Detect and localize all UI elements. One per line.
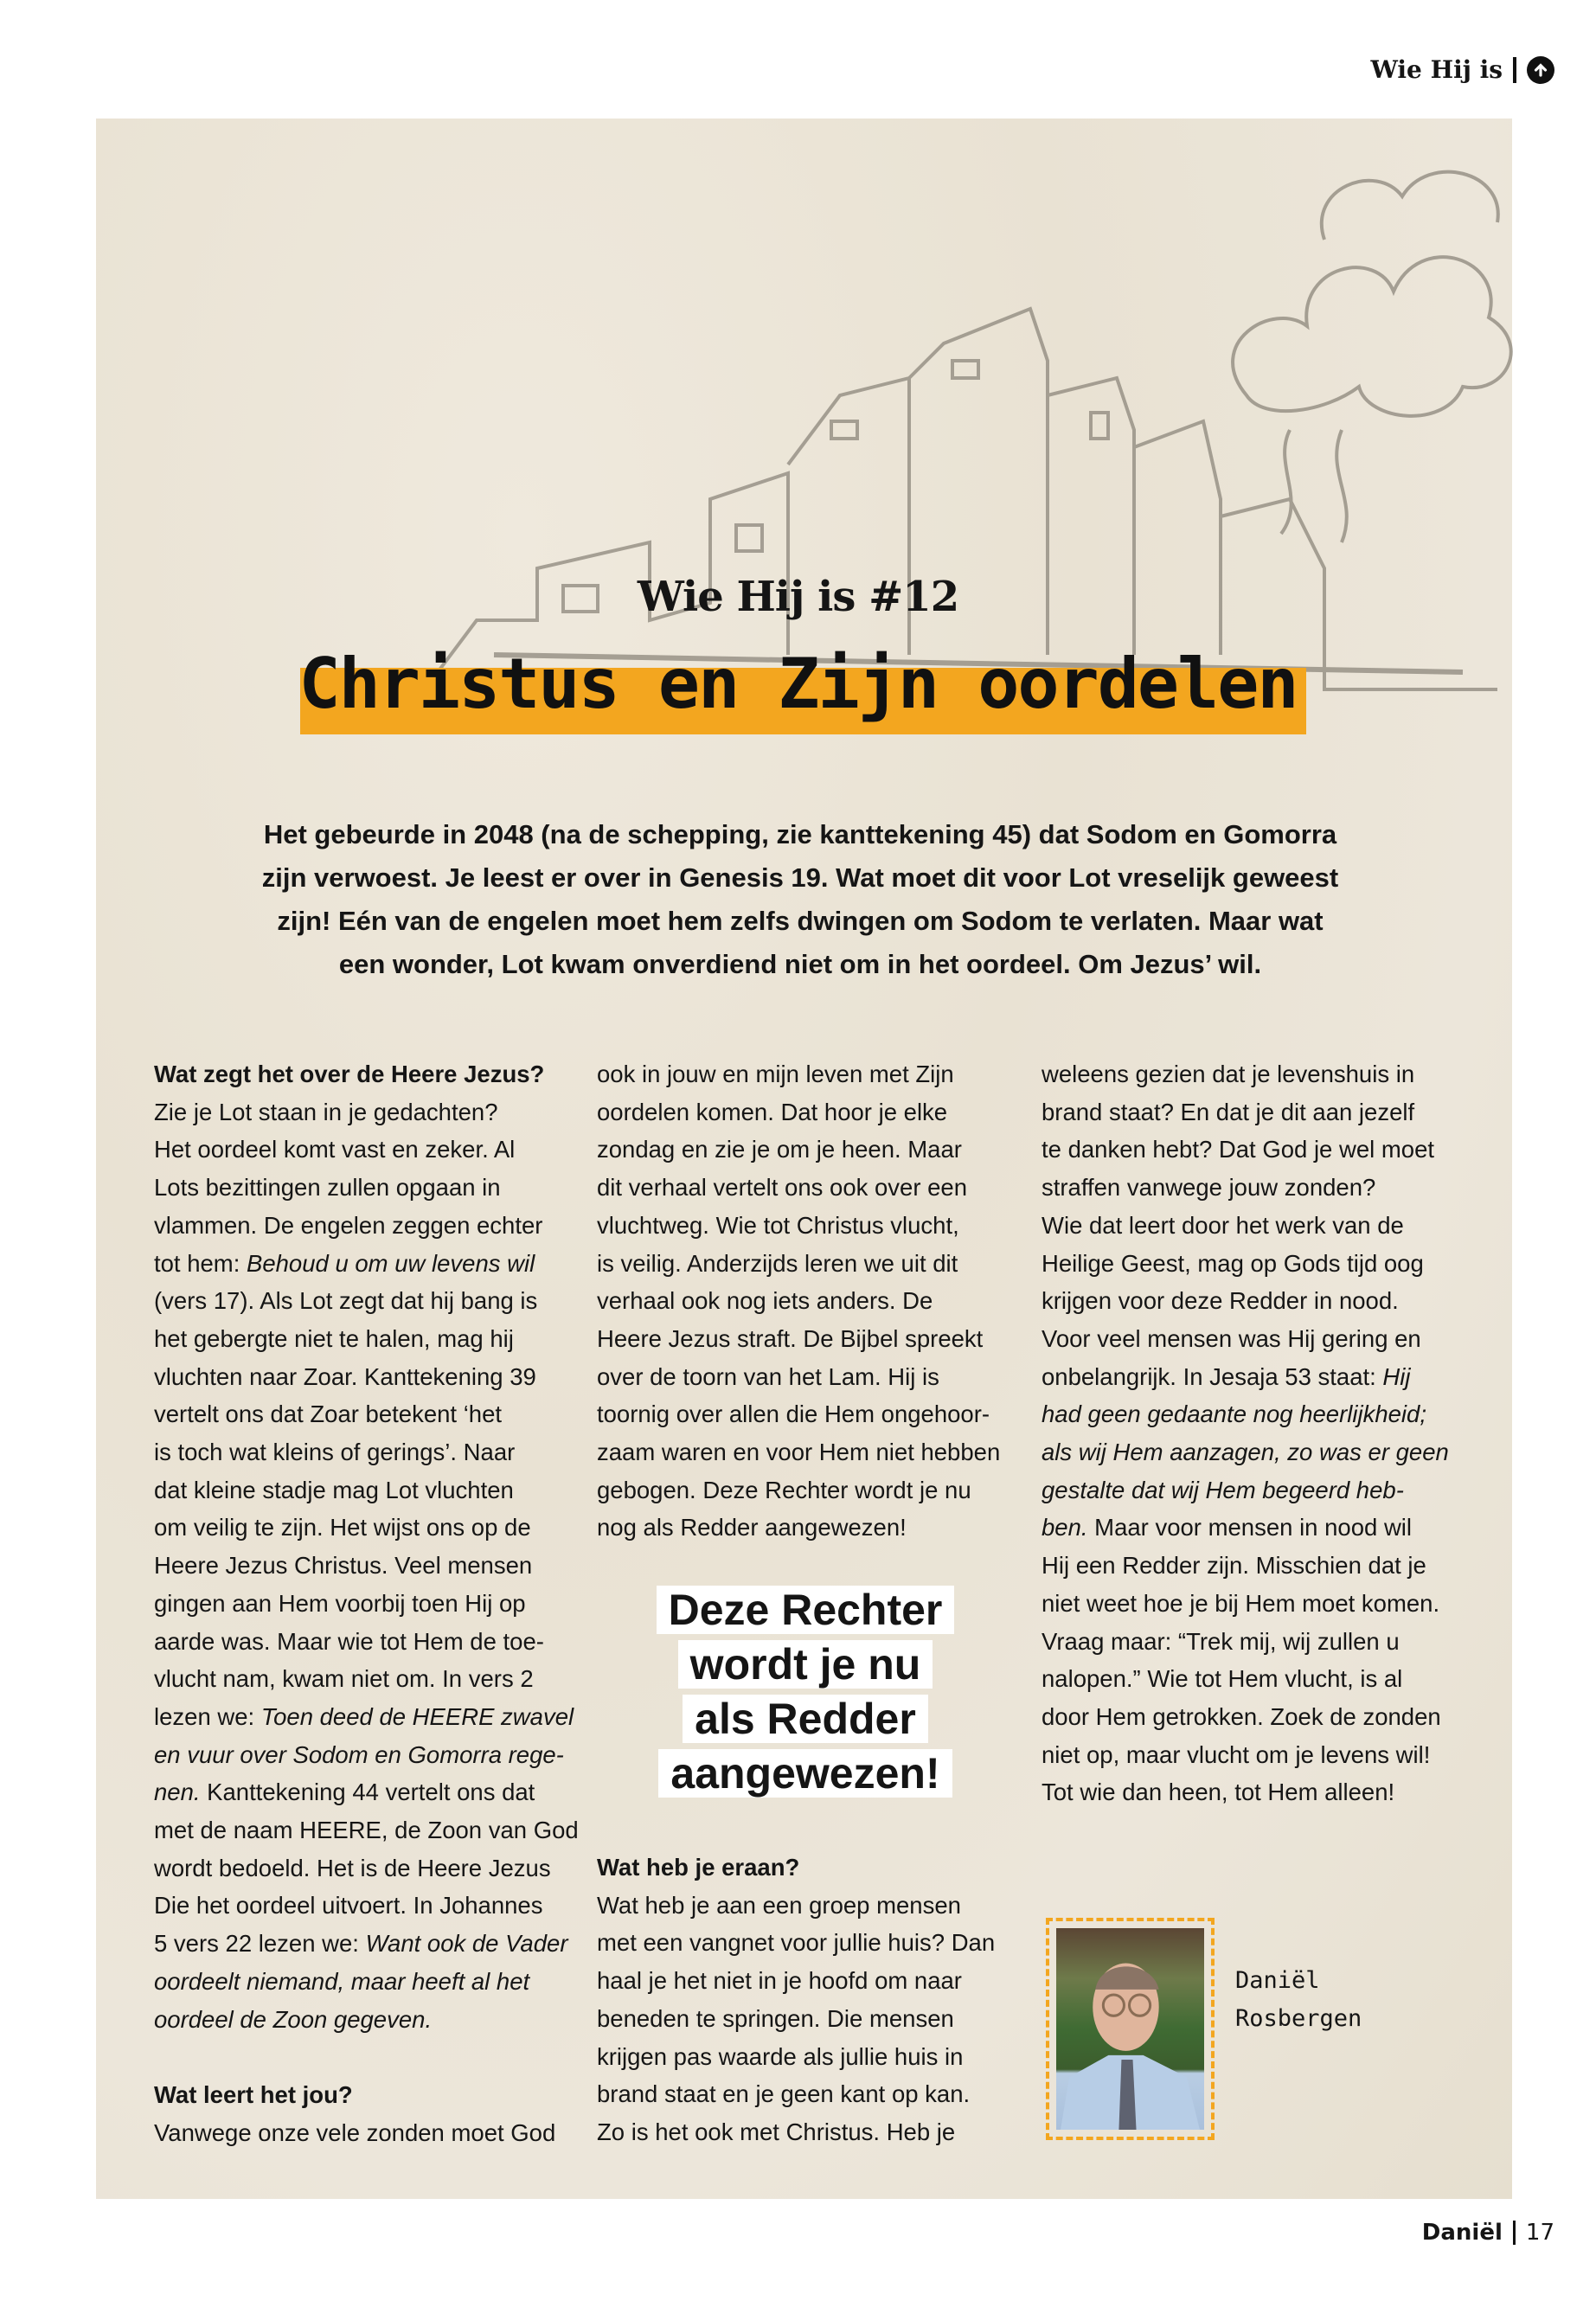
body-text: dit verhaal vertelt ons ook over een	[597, 1174, 968, 1202]
text-line	[1042, 1547, 1465, 1585]
divider	[1513, 2221, 1516, 2245]
text-line	[597, 1924, 1021, 1962]
text-line	[597, 1962, 1021, 2000]
section-header	[1370, 55, 1554, 84]
text-line	[154, 1131, 578, 1169]
body-column-2-section-2	[597, 1849, 1021, 2151]
body-text: Het oordeel komt vast en zeker. Al	[154, 1136, 516, 1163]
body-text: Heere Jezus Christus. Veel mensen	[154, 1552, 533, 1580]
body-text: aarde was. Maar wie tot Hem de toe-	[154, 1627, 544, 1655]
scripture-quote: Toen deed de HEERE zwavel	[260, 1702, 574, 1730]
text-line	[154, 1471, 578, 1509]
text-line	[154, 1320, 578, 1358]
body-text: nog als Redder aangewezen!	[597, 1514, 907, 1541]
body-text: Kanttekening 44 vertelt ons dat	[200, 1779, 535, 1806]
text-line	[154, 2001, 578, 2039]
body-text: Vanwege onze vele zonden moet God	[154, 2118, 556, 2146]
text-line	[597, 1395, 1021, 1433]
text-line	[154, 1773, 578, 1811]
text-line	[597, 1282, 1021, 1320]
text-line	[1042, 1395, 1465, 1433]
body-column-2	[597, 1055, 1021, 1547]
body-text: vlucht nam, kwam niet om. In vers 2	[154, 1665, 534, 1693]
intro-line: zijn verwoest. Je leest er over in Genesis 19. Wat moet dit voor Lot vreselijk geweest	[261, 862, 1339, 893]
body-text: (vers 17). Als Lot zegt dat hij bang is	[154, 1287, 538, 1315]
magazine-name: Daniël	[1421, 2220, 1503, 2246]
body-text: Zie je Lot staan in je gedachten?	[154, 1098, 498, 1125]
text-line	[1042, 1660, 1465, 1698]
pull-quote	[606, 1583, 1005, 1801]
text-line	[1042, 1245, 1465, 1283]
body-text: het gebergte niet te halen, mag hij	[154, 1324, 514, 1352]
text-line	[154, 1207, 578, 1245]
text-line	[1042, 1509, 1465, 1547]
text-line	[1042, 1358, 1465, 1396]
body-text: Wie dat leert door het werk van de	[1042, 1211, 1404, 1239]
scripture-quote: Behoud u om uw levens wil	[247, 1249, 535, 1277]
text-line	[1042, 1736, 1465, 1774]
text-line	[154, 1963, 578, 2001]
body-text: 5 vers 22 lezen we:	[154, 1930, 366, 1958]
text-line	[154, 1887, 578, 1925]
body-text: door Hem getrokken. Zoek de zonden	[1042, 1702, 1441, 1730]
text-line	[154, 1623, 578, 1661]
text-line	[597, 2000, 1021, 2038]
text-line	[597, 2113, 1021, 2151]
section-heading: Wat zegt het over de Heere Jezus?	[154, 1061, 545, 1087]
text-line	[597, 2075, 1021, 2113]
text-line	[597, 1169, 1021, 1207]
text-line	[1042, 1055, 1465, 1093]
article-kicker: Wie Hij is #12	[637, 573, 959, 621]
body-text: Maar voor mensen in nood wil	[1087, 1514, 1413, 1541]
body-text: te danken hebt? Dat God je wel moet	[1042, 1136, 1435, 1163]
body-text: vertelt ons dat Zoar betekent ‘het	[154, 1400, 503, 1428]
text-line	[1042, 1131, 1465, 1169]
divider	[1513, 57, 1516, 83]
scripture-quote: en vuur over Sodom en Gomorra rege-	[154, 1740, 564, 1768]
text-line	[597, 1849, 1021, 1887]
body-text: oordelen komen. Dat hoor je elke	[597, 1098, 948, 1125]
body-text: om veilig te zijn. Het wijst ons op de	[154, 1514, 531, 1541]
scripture-quote: gestalte dat wij Hem begeerd heb-	[1042, 1476, 1404, 1503]
body-text: Voor veel mensen was Hij gering en	[1042, 1324, 1421, 1352]
scripture-quote: Want ook de Vader	[365, 1930, 568, 1958]
body-text: onbelangrijk. In Jesaja 53 staat:	[1042, 1362, 1383, 1390]
text-line	[154, 2076, 578, 2114]
body-text: vlammen. De engelen zeggen echter	[154, 1211, 543, 1239]
text-line	[154, 1395, 578, 1433]
page-footer	[1422, 2220, 1554, 2246]
section-heading: Wat heb je eraan?	[597, 1854, 800, 1881]
text-line	[1042, 1093, 1465, 1131]
body-text: is toch wat kleins of gerings’. Naar	[154, 1439, 516, 1466]
text-line	[154, 1282, 578, 1320]
text-line	[597, 1320, 1021, 1358]
text-line	[1042, 1471, 1465, 1509]
body-text: is veilig. Anderzijds leren we uit dit	[597, 1249, 958, 1277]
text-line	[154, 1547, 578, 1585]
pull-quote-line: aangewezen!	[658, 1749, 952, 1798]
body-text: nalopen.” Wie tot Hem vlucht, is al	[1042, 1665, 1403, 1693]
scripture-quote: oordeelt niemand, maar heeft al het	[154, 1967, 530, 1995]
text-line	[154, 1093, 578, 1131]
text-line	[154, 1509, 578, 1547]
text-line	[597, 1207, 1021, 1245]
text-line	[1042, 1207, 1465, 1245]
author-name	[1235, 1962, 1362, 2038]
text-line	[1042, 1282, 1465, 1320]
text-line	[154, 2114, 578, 2152]
body-text: weleens gezien dat je levenshuis in	[1042, 1061, 1415, 1087]
text-line	[597, 2038, 1021, 2076]
text-line	[597, 1433, 1021, 1471]
text-line	[154, 1055, 578, 1093]
body-text: met de naam HEERE, de Zoon van God	[154, 1817, 579, 1844]
pull-quote-line: wordt je nu	[678, 1640, 933, 1689]
intro-line: Het gebeurde in 2048 (na de schepping, zie kanttekening 45) dat Sodom en Gomorra	[263, 819, 1337, 849]
page-number: 17	[1525, 2220, 1554, 2246]
body-text: wordt bedoeld. Het is de Heere Jezus	[154, 1854, 551, 1881]
text-line	[597, 1471, 1021, 1509]
text-line	[154, 2038, 578, 2076]
body-text: Heere Jezus straft. De Bijbel spreekt	[597, 1324, 984, 1352]
intro-line: zijn! Eén van de engelen moet hem zelfs dwingen om Sodom te verlaten. Maar wat	[277, 906, 1324, 936]
text-line	[597, 1131, 1021, 1169]
body-text: brand staat? En dat je dit aan jezelf	[1042, 1098, 1415, 1125]
body-column-3	[1042, 1055, 1465, 1811]
text-line	[154, 1433, 578, 1471]
scripture-quote: oordeel de Zoon gegeven.	[154, 2005, 433, 2033]
pull-quote-line: Deze Rechter	[657, 1586, 955, 1634]
body-text: vluchten naar Zoar. Kanttekening 39	[154, 1362, 536, 1390]
author-photo-frame	[1046, 1918, 1215, 2140]
scripture-quote: nen.	[154, 1779, 201, 1806]
author-last-name: Rosbergen	[1235, 2005, 1362, 2032]
body-text: zondag en zie je om je heen. Maar	[597, 1136, 962, 1163]
text-line	[154, 1925, 578, 1963]
article-title: Christus en Zijn oordelen	[298, 644, 1298, 724]
text-line	[154, 1698, 578, 1736]
text-line	[154, 1736, 578, 1774]
body-text: verhaal ook nog iets anders. De	[597, 1287, 933, 1315]
scripture-quote: als wij Hem aanzagen, zo was er geen	[1042, 1439, 1449, 1466]
body-text: niet op, maar vlucht om je levens wil!	[1042, 1740, 1431, 1768]
body-text: beneden te springen. Die mensen	[597, 2004, 954, 2032]
body-text: Vraag maar: “Trek mij, wij zullen u	[1042, 1627, 1400, 1655]
article-intro	[242, 813, 1358, 986]
text-line	[1042, 1623, 1465, 1661]
text-line	[597, 1358, 1021, 1396]
body-text: niet weet hoe je bij Hem moet komen.	[1042, 1589, 1440, 1617]
author-photo	[1056, 1928, 1204, 2130]
text-line	[154, 1811, 578, 1849]
body-text: gebogen. Deze Rechter wordt je nu	[597, 1476, 971, 1503]
pull-quote-line: als Redder	[683, 1695, 928, 1743]
scripture-quote: ben.	[1042, 1514, 1088, 1541]
body-text: Hij een Redder zijn. Misschien dat je	[1042, 1552, 1426, 1580]
text-line	[597, 1093, 1021, 1131]
body-text: Tot wie dan heen, tot Hem alleen!	[1042, 1779, 1395, 1806]
intro-line: een wonder, Lot kwam onverdiend niet om in het oordeel. Om Jezus’ wil.	[338, 949, 1262, 979]
body-text: Zo is het ook met Christus. Heb je	[597, 2118, 956, 2145]
section-label: Wie Hij is	[1370, 55, 1503, 84]
body-text: tot hem:	[154, 1249, 247, 1277]
text-line	[1042, 1585, 1465, 1623]
text-line	[1042, 1433, 1465, 1471]
body-text: met een vangnet voor jullie huis? Dan	[597, 1929, 996, 1957]
text-line	[154, 1585, 578, 1623]
arrow-up-circle-icon[interactable]	[1527, 56, 1554, 84]
body-text: krijgen pas waarde als jullie huis in	[597, 2042, 964, 2070]
scripture-quote: Hij	[1382, 1362, 1411, 1390]
text-line	[1042, 1773, 1465, 1811]
body-text: gingen aan Hem voorbij toen Hij op	[154, 1589, 526, 1617]
text-line	[154, 1358, 578, 1396]
body-text: lezen we:	[154, 1702, 261, 1730]
body-text: zaam waren en voor Hem niet hebben	[597, 1439, 1001, 1466]
body-text: vluchtweg. Wie tot Christus vlucht,	[597, 1211, 959, 1239]
body-column-1	[154, 1055, 578, 2151]
body-text: Lots bezittingen zullen opgaan in	[154, 1174, 501, 1202]
author-first-name: Daniël	[1235, 1967, 1320, 1994]
text-line	[597, 1887, 1021, 1925]
body-text: over de toorn van het Lam. Hij is	[597, 1362, 939, 1390]
text-line	[154, 1660, 578, 1698]
text-line	[1042, 1320, 1465, 1358]
body-text: haal je het niet in je hoofd om naar	[597, 1967, 962, 1995]
text-line	[597, 1055, 1021, 1093]
body-text: ook in jouw en mijn leven met Zijn	[597, 1061, 954, 1087]
text-line	[1042, 1169, 1465, 1207]
body-text: krijgen voor deze Redder in nood.	[1042, 1287, 1399, 1315]
text-line	[154, 1849, 578, 1888]
text-line	[597, 1245, 1021, 1283]
body-text: dat kleine stadje mag Lot vluchten	[154, 1476, 514, 1503]
section-heading: Wat leert het jou?	[154, 2080, 353, 2108]
text-line	[597, 1509, 1021, 1547]
body-text: brand staat en je geen kant op kan.	[597, 2080, 971, 2108]
body-text: Die het oordeel uitvoert. In Johannes	[154, 1892, 543, 1920]
text-line	[154, 1169, 578, 1207]
text-line	[1042, 1698, 1465, 1736]
text-line	[154, 1245, 578, 1283]
body-text: toornig over allen die Hem ongehoor-	[597, 1400, 990, 1428]
scripture-quote: had geen gedaante nog heerlijkheid;	[1042, 1400, 1426, 1428]
body-text: Heilige Geest, mag op Gods tijd oog	[1042, 1249, 1424, 1277]
body-text: straffen vanwege jouw zonden?	[1042, 1174, 1376, 1202]
body-text: Wat heb je aan een groep mensen	[597, 1891, 961, 1919]
